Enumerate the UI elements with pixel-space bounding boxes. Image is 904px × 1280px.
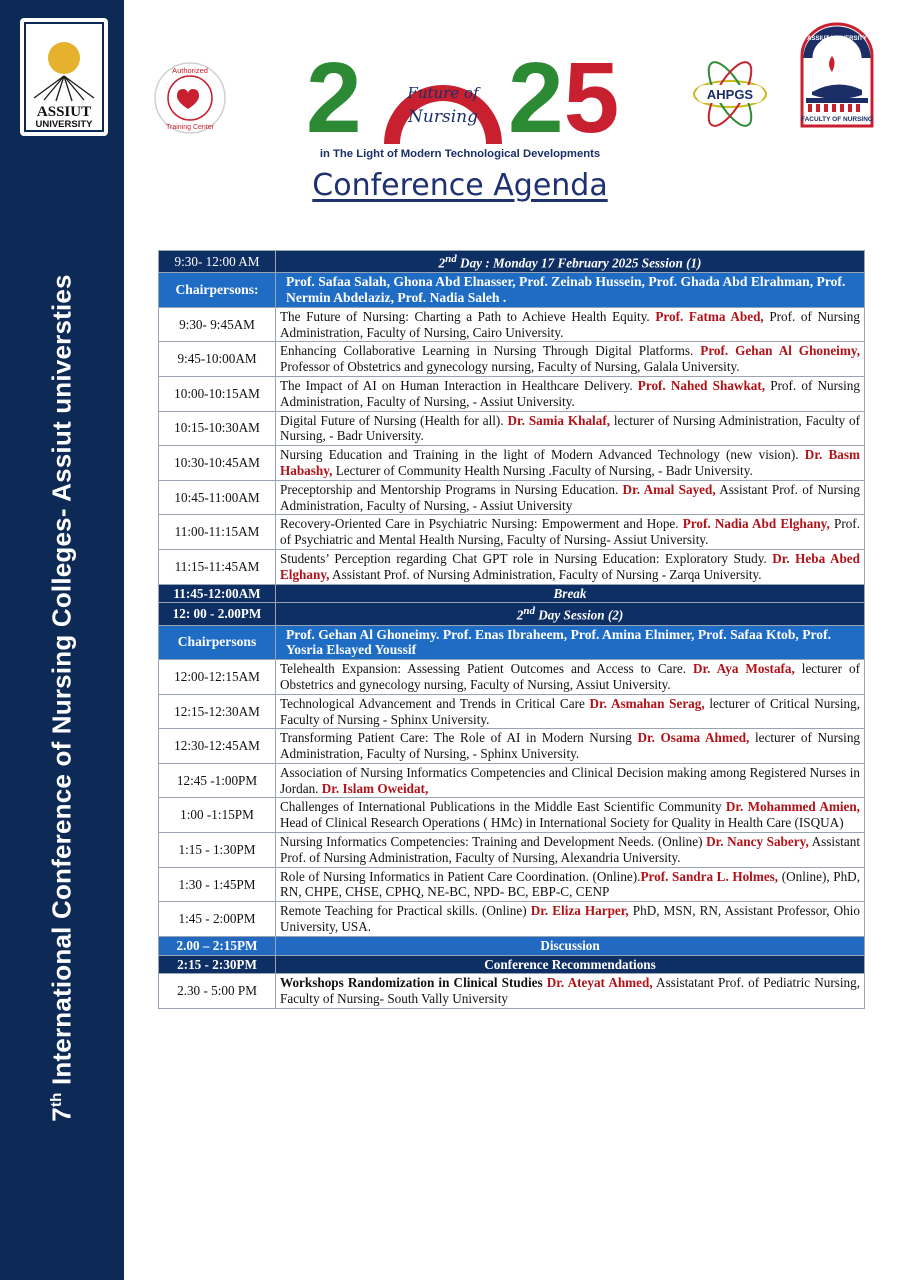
ahpgs-text: AHPGS [706,87,754,102]
talk-title: Nursing Education and Training in the light of Modern Advanced Technology (new vision). [280,447,805,463]
university-logo-bottom: UNIVERSITY [35,119,93,130]
row-time: 1:45 - 2:00PM [159,902,276,937]
row-description [276,694,865,729]
faculty-of-nursing-logo [794,18,880,130]
row-description [276,342,865,377]
talk-title: Technological Advancement and Trends in Critical Care [280,695,590,711]
agenda-row [159,694,865,729]
row-description [276,515,865,550]
logo-script-line-2: Nursing [408,107,478,127]
speaker-name: Dr. Islam Oweidat, [321,780,429,796]
row-time: 12:45 -1:00PM [159,763,276,798]
row-time: 11:00-11:15AM [159,515,276,550]
row-time: 1:15 - 1:30PM [159,833,276,868]
speaker-name: Dr. Aya Mostafa, [692,661,795,677]
conference-side-title [47,274,78,1121]
row-time: 9:30- 9:45AM [159,307,276,342]
row-time: 11:15-11:45AM [159,549,276,584]
agenda-row [159,342,865,377]
row-description [276,660,865,695]
row-description [276,798,865,833]
chairpersons-names: Prof. Safaa Salah, Ghona Abd Elnasser, Prof. Zeinab Hussein, Prof. Ghada Abd Elrahman, Prof. Nermin Abdelaziz, Prof. Nadia Saleh . [276,273,865,308]
agenda-row [159,411,865,446]
talk-title: The Impact of AI on Human Interaction in Healthcare Delivery. [280,377,638,393]
row-time: 10:30-10:45AM [159,446,276,481]
speaker-affiliation: lecturer of Obstetrics and gynecology nursing, Faculty of Nursing, Assiut University. [280,661,861,692]
row-description [276,867,865,902]
break-label: Break [276,584,865,603]
speaker-affiliation: Assistant Prof. of Nursing Administration, Faculty of Nursing, Alexandria University. [280,834,860,865]
talk-title: Telehealth Expansion: Assessing Patient Outcomes and Access to Care. [280,661,693,677]
speaker-name: Prof. Sandra L. Holmes, [640,868,779,884]
chairpersons-label: Chairpersons: [159,273,276,308]
workshop-title: Workshops Randomization in Clinical Studies [280,975,547,991]
talk-title: Challenges of International Publications in the Middle East Scientific Community [280,799,726,815]
speaker-name: Dr. Samia Khalaf, [507,412,611,428]
session-2-title-rest: Day Session (2) [534,607,624,623]
row-time: 1:00 -1:15PM [159,798,276,833]
talk-title: Preceptorship and Mentorship Programs in Nursing Education. [280,481,623,497]
agenda-table [158,250,865,1009]
agenda-row [159,833,865,868]
discussion-label: Discussion [276,936,865,955]
talk-title: Role of Nursing Informatics in Patient Care Coordination. (Online). [280,868,641,884]
workshop-affiliation: Assistatant Prof. of Pediatric Nursing, Faculty of Nursing- South Vally University [280,975,860,1007]
talk-title: Enhancing Collaborative Learning in Nursing Through Digital Platforms. [280,343,701,359]
session-2-chairpersons [159,625,865,660]
session-1-time: 9:30- 12:00 AM [159,251,276,273]
row-description [276,549,865,584]
chairpersons-label-2: Chairpersons [159,625,276,660]
speaker-name: Dr. Eliza Harper, [530,903,629,919]
row-time: 10:45-11:00AM [159,480,276,515]
speaker-affiliation: lecturer of Critical Nursing, Faculty of Nursing - Sphinx University. [280,695,861,727]
speaker-affiliation: Assistant Prof. of Nursing Administration, Faculty of Nursing - Zarqa University. [329,566,762,582]
speaker-name: Dr. Amal Sayed, [622,481,716,497]
row-description [276,411,865,446]
conference-year-logo [300,40,620,170]
assiut-university-logo [20,18,108,136]
talk-title: Students’ Perception regarding Chat GPT role in Nursing Education: Exploratory Study. [280,550,773,566]
talk-title: Digital Future of Nursing (Health for all). [280,412,508,428]
row-time: 10:00-10:15AM [159,376,276,411]
speaker-name: Dr. Nancy Sabery, [706,834,809,850]
workshop-desc [276,974,865,1009]
speaker-affiliation: Professor of Obstetrics and gynecology nursing, Faculty of Nursing, Galala University. [280,359,740,375]
row-description [276,446,865,481]
session-1-title-pre: 2 [438,255,446,271]
speaker-affiliation: Prof. of Nursing Administration, Faculty of Nursing, - Assiut University. [280,377,860,409]
speaker-name: Prof. Nadia Abd Elghany, [682,516,830,532]
talk-title: Association of Nursing Informatics Competencies and Clinical Decision making among Registered Nurses in Jordan. [280,764,860,796]
aha-training-center-logo [152,60,228,136]
row-description [276,833,865,868]
speaker-affiliation: Head of Clinical Research Operations ( HMc) in International Society for Quality in Health Care (ISQUA) [280,815,844,831]
row-description [276,376,865,411]
ahpgs-logo [690,60,770,128]
discussion-row [159,936,865,955]
speaker-name: Prof. Gehan Al Ghoneimy, [700,343,860,359]
row-description [276,307,865,342]
talk-title: Nursing Informatics Competencies: Training and Development Needs. (Online) [280,834,707,850]
year-digits-25-text: 25 [508,42,620,154]
speaker-affiliation: (Online), PhD, RN, CHPE, CHSE, CPHQ, NE-BC, NPD- BC, EBP-C, CENP [280,868,860,900]
speaker-name: Dr. Basm Habashy, [280,447,860,478]
row-description [276,902,865,937]
recommendations-time: 2:15 - 2:30PM [159,955,276,974]
agenda-row [159,515,865,550]
talk-title: Remote Teaching for Practical skills. (Online) [280,903,531,919]
side-ordinal-sup: th [47,1092,65,1108]
session-1-title-sup: nd [445,253,457,265]
agenda-title: Conference Agenda [312,168,608,203]
future-of-nursing-arch [378,40,508,144]
session-2-time: 12: 00 - 2.00PM [159,603,276,625]
faculty-logo-top: ASSIUT UNIVERSITY [807,36,867,42]
speaker-name: Dr. Mohammed Amien, [725,799,860,815]
agenda-row [159,307,865,342]
university-logo-top: ASSIUT [36,104,92,120]
agenda-row [159,376,865,411]
speaker-affiliation: PhD, MSN, RN, Assistant Professor, Ohio University, USA. [280,903,860,935]
agenda-row [159,660,865,695]
speaker-affiliation: lecturer of Nursing Administration, Faculty of Nursing, - Badr University. [280,412,860,444]
speaker-affiliation: lecturer of Nursing Administration, Faculty of Nursing, - Sphinx University. [280,730,861,762]
speaker-name: Dr. Osama Ahmed, [637,730,750,746]
row-time: 12:30-12:45AM [159,729,276,764]
speaker-affiliation: Prof. of Psychiatric and Mental Health Nursing, Faculty of Nursing- Assiut University. [280,516,860,548]
sidebar-banner [0,0,124,1280]
row-time: 9:45-10:00AM [159,342,276,377]
speaker-name: Prof. Fatma Abed, [655,308,764,324]
side-title-text: International Conference of Nursing Colleges- Assiut universties [46,274,77,1093]
speaker-name: Dr. Heba Abed Elghany, [280,550,860,582]
talk-title: Recovery-Oriented Care in Psychiatric Nursing: Empowerment and Hope. [280,516,683,532]
break-time: 11:45-12:00AM [159,584,276,603]
agenda-row [159,867,865,902]
speaker-name: Dr. Asmahan Serag, [589,695,705,711]
workshop-speaker: Dr. Ateyat Ahmed, [546,975,653,991]
session-1-title-rest: Day : Monday 17 February 2025 Session (1) [456,255,702,271]
agenda-row [159,902,865,937]
faculty-logo-bottom: FACULTY OF NURSING [801,116,873,123]
session-2-title [276,603,865,625]
break-row [159,584,865,603]
session-2-title-pre: 2 [516,607,524,623]
conference-tagline: in The Light of Modern Technological Developments [319,148,601,160]
row-time: 1:30 - 1:45PM [159,867,276,902]
row-time: 10:15-10:30AM [159,411,276,446]
agenda-row [159,729,865,764]
year-digit-2: 2 [306,42,362,154]
talk-title: Transforming Patient Care: The Role of AI in Modern Nursing [280,730,638,746]
workshop-time: 2.30 - 5:00 PM [159,974,276,1009]
agenda-row [159,798,865,833]
agenda-row [159,446,865,481]
year-digits-25 [508,42,620,154]
logo-script-line-1: Future of [407,84,479,102]
session-1-title [276,251,865,273]
speaker-affiliation: Assistant Prof. of Nursing Administration, Faculty of Nursing, - Assiut University [280,481,860,513]
session-2-header [159,603,865,625]
agenda-row [159,549,865,584]
row-description [276,729,865,764]
speaker-affiliation: Lecturer of Community Health Nursing .Faculty of Nursing, - Badr University. [332,462,753,478]
speaker-affiliation: Prof. of Nursing Administration, Faculty of Nursing, Cairo University. [280,308,860,340]
session-1-header [159,251,865,273]
session-2-title-sup: nd [523,605,535,618]
chairpersons-names-2: Prof. Gehan Al Ghoneimy. Prof. Enas Ibraheem, Prof. Amina Elnimer, Prof. Safaa Ktob, Prof. Yosria Elsayed Youssif [276,625,865,660]
aha-text-bottom: Training Center [166,124,214,131]
aha-text-top: Authorized [172,66,208,75]
row-description [276,480,865,515]
agenda-row [159,763,865,798]
talk-title: The Future of Nursing: Charting a Path to Achieve Health Equity. [280,308,656,324]
side-ordinal: 7 [46,1107,77,1122]
session-1-chairpersons [159,273,865,308]
workshop-row [159,974,865,1009]
row-time: 12:15-12:30AM [159,694,276,729]
recommendations-row [159,955,865,974]
recommendations-label: Conference Recommendations [276,955,865,974]
row-description [276,763,865,798]
row-time: 12:00-12:15AM [159,660,276,695]
agenda-row [159,480,865,515]
speaker-name: Prof. Nahed Shawkat, [637,377,766,393]
discussion-time: 2.00 – 2:15PM [159,936,276,955]
